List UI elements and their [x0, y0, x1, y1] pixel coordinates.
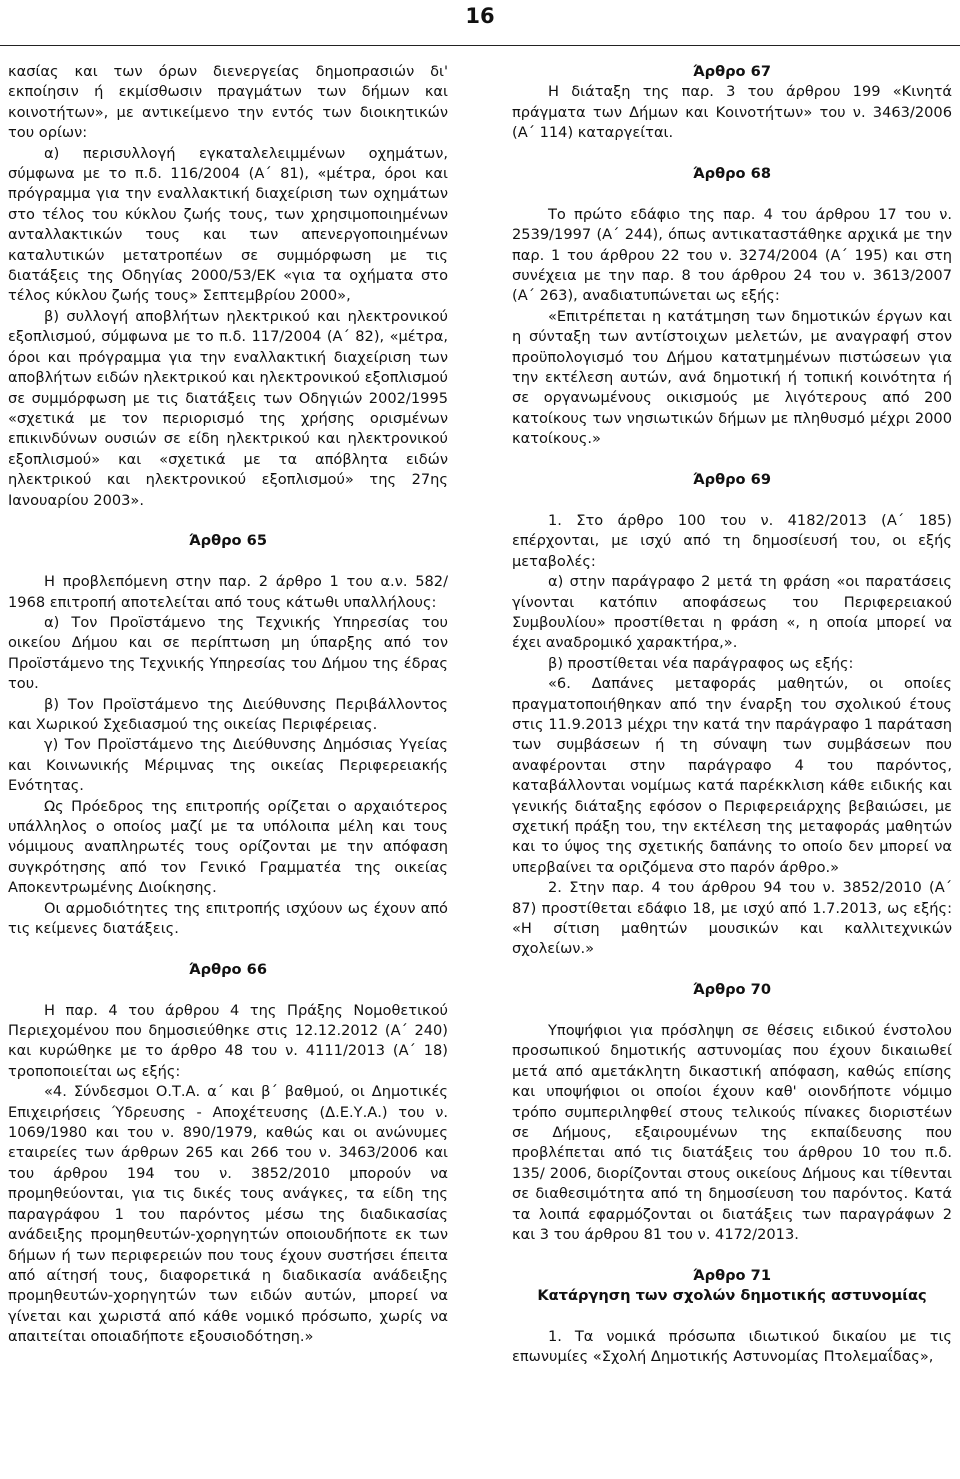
paragraph: Ως Πρόεδρος της επιτροπής ορίζεται ο αρχαιότερος υπάλληλος ο οποίος μαζί με τα υπόλοιπα μέλη και τους νόμιμους αναπληρωτές τους ορίζονται με την απόφαση συγκρότησης από τον Γενικό Γραμματέα της οικείας Αποκεντρωμένης Διοίκησης. [8, 797, 448, 897]
spacer [512, 490, 952, 510]
paragraph: «4. Σύνδεσμοι Ο.Τ.Α. α΄ και β΄ βαθμού, οι Δημοτικές Επιχειρήσεις Ύδρευσης - Αποχέτευσης (Δ.Ε.Υ.Α.) του ν. 1069/1980 και του ν. 890/1979, καθώς και οι ανώνυμες εταιρείες των άρθρων 265 και 266 του ν. 3463/2006 και του άρθρου 194 του ν. 3852/2010 μπορούν να προμηθεύονται, για τις δικές τους ανάγκες, τα είδη της παραγράφου 1 του παρόντος μέσω της διαδικασίας ανάδειξης προμηθευτών-χορηγητών οποιουδήποτε εκ των δήμων ή των περιφερειών που τους έχουν συστήσει έπειτα από αίτησή τους, διαφορετικά η διαδικασία ανάδειξης προμηθευτών-χορηγητών των ειδών αυτών, μπορεί να γίνεται και χωριστά από κάθε νομικό πρόσωπο, χωρίς να απαιτείται οποιαδήποτε εξουσιοδότηση.» [8, 1083, 448, 1346]
paragraph: Το πρώτο εδάφιο της παρ. 4 του άρθρου 17 του ν. 2539/1997 (Α΄ 244), όπως αντικαταστάθηκε αρχικά με την παρ. 1 του άρθρου 22 του ν. 3274/2004 (Α΄ 195) και στη συνέχεια με την παρ. 8 του άρθρου 24 του ν. 3613/2007 (Α΄ 263), αναδιατυπώνεται ως εξής: [512, 205, 952, 305]
article-heading: Άρθρο 66 [189, 960, 267, 978]
paragraph: «6. Δαπάνες μεταφοράς μαθητών, οι οποίες πραγματοποιήθηκαν από την έναρξη του σχολικού έτους στις 11.9.2013 μέχρι την κατά την παράγραφο 1 παράταση των συμβάσεων ή τη σύναψη των συμβάσεων που αναφέρονται στην παράγραφο 4 του παρόντος, καταβάλλονται νομίμως κατά παρέκκλιση κάθε ειδικής και γενικής διάταξης εφόσον ο Περιφερειάρχης βεβαιώσει, με σχετική πράξη του, την εκτέλεση της μεταφοράς μαθητών και το ύψος της σχετικής δαπάνης το οποίο δεν μπορεί να υπερβαίνει τα οριζόμενα στο παρόν άρθρο.» [512, 675, 952, 876]
article-heading: Κατάργηση των σχολών δημοτικής αστυνομίας [537, 1287, 927, 1305]
spacer [8, 511, 448, 531]
paragraph: β) συλλογή αποβλήτων ηλεκτρικού και ηλεκτρονικού εξοπλισμού, σύμφωνα με το π.δ. 117/2004 (Α΄ 82), «μέτρα, όροι και πρόγραμμα για την εναλλακτική διαχείριση των αποβλήτων ειδών ηλεκτρικού και ηλεκτρονικού εξοπλισμού σε συμμόρφωση με τις διατάξεις των Οδηγιών 2002/1995 «σχετικά με τον περιορισμό της χρήσης ορισμένων επικινδύνων ουσιών σε είδη ηλεκτρικού και ηλεκτρονικού εξοπλισμού» και «σχετικά με τα απόβλητα ειδών ηλεκτρικού και ηλεκτρονικού εξοπλισμού» της 27ης Ιανουαρίου 2003». [8, 307, 448, 509]
spacer [512, 144, 952, 164]
spacer [512, 1307, 952, 1327]
header-rule [0, 45, 960, 46]
spacer [8, 980, 448, 1000]
article-heading: Άρθρο 70 [693, 981, 771, 999]
paragraph: β) Τον Προϊστάμενο της Διεύθυνσης Περιβάλλοντος και Χωρικού Σχεδιασμού της οικείας Περιφέρειας. [8, 695, 448, 733]
paragraph: Η παρ. 4 του άρθρου 4 της Πράξης Νομοθετικού Περιεχομένου που δημοσιεύθηκε στις 12.12.2012 (Α΄ 240) και κυρώθηκε με το άρθρο 48 του ν. 4111/2013 (Α΄ 18) τροποποιείται ως εξής: [8, 1001, 448, 1080]
article-heading: Άρθρο 67 [693, 63, 771, 80]
spacer [512, 450, 952, 470]
spacer [8, 552, 448, 572]
article-heading: Άρθρο 68 [693, 165, 771, 183]
paragraph: γ) Τον Προϊστάμενο της Διεύθυνσης Δημόσιας Υγείας και Κοινωνικής Μέριμνας της οικείας Περιφερειακής Ενότητας. [8, 736, 448, 795]
paragraph: κασίας και των όρων διενεργείας δημοπρασιών δι' εκποίησιν ή εκμίσθωσιν πραγμάτων των δήμων και κοινοτήτων», με αντικείμενο την εντός των διοικητικών του ορίων: [8, 63, 448, 142]
paragraph: α) περισυλλογή εγκαταλελειμμένων οχημάτων, σύμφωνα με το π.δ. 116/2004 (Α΄ 81), «μέτρα, όροι και πρόγραμμα για την εναλλακτική διαχείριση των οχημάτων στο τέλος του κύκλου ζωής τους, των χρησιμοποιημένων ανταλλακτικών τους και των απενεργοποιημένων καταλυτικών μετατροπέων σε συμμόρφωση με τις διατάξεις της Οδηγίας 2000/53/ΕΚ «για τα οχήματα στο τέλος κύκλου ζωής τους» Σεπτεμβρίου 2000», [8, 144, 448, 305]
paragraph: α) Τον Προϊστάμενο της Τεχνικής Υπηρεσίας του οικείου Δήμου και σε περίπτωση μη ύπαρξης από τον Προϊστάμενο της Τεχνικής Υπηρεσίας του Δήμου της έδρας του. [8, 613, 448, 693]
paragraph: Οι αρμοδιότητες της επιτροπής ισχύουν ως έχουν από τις κείμενες διατάξεις. [8, 899, 448, 938]
page-number: 16 [465, 4, 495, 28]
paragraph: Υποψήφιοι για πρόσληψη σε θέσεις ειδικού ένστολου προσωπικού δημοτικής αστυνομίας που έχουν δικαιωθεί μετά από αμετάκλητη δικαστική απόφαση, καθώς επίσης και υποψήφιοι οι οποίοι έχουν καθ' οιονδήποτε νόμιμο τρόπο συμπεριληφθεί στους τελικούς πίνακες διοριστέων σε Δήμους, εξαιρουμένων της εκπαίδευσης που προβλέπεται από τις διατάξεις του άρθρου 10 του π.δ. 135/ 2006, διορίζονται στους οικείους Δήμους και τίθενται σε διαθεσιμότητα από τη δημοσίευση του παρόντος. Κατά τα λοιπά εφαρμόζονται οι διατάξεις των παραγράφων 2 και 3 του άρθρου 81 του ν. 4172/2013. [512, 1022, 952, 1244]
spacer [512, 1245, 952, 1265]
paragraph: 2. Στην παρ. 4 του άρθρου 94 του ν. 3852/2010 (Α΄ 87) προστίθεται εδάφιο 18, με ισχύ από 1.7.2013, ως εξής: «Η σίτιση μαθητών μουσικών και καλλιτεχνικών σχολείων.» [512, 879, 952, 958]
paragraph: 1. Τα νομικά πρόσωπα ιδιωτικού δικαίου με τις επωνυμίες «Σχολή Δημοτικής Αστυνομίας Πτολεμαΐδας», [512, 1328, 952, 1366]
paragraph: α) στην παράγραφο 2 μετά τη φράση «οι παρατάσεις γίνονται κατόπιν αποφάσεως του Περιφερειακού Συμβουλίου» προστίθεται η φράση «, η οποία μπορεί να έχει αναδρομικό χαρακτήρα,». [512, 573, 952, 652]
spacer [8, 939, 448, 959]
left-column [8, 62, 448, 1348]
article-heading: Άρθρο 65 [189, 532, 267, 550]
spacer [512, 960, 952, 980]
paragraph: «Επιτρέπεται η κατάτμηση των δημοτικών έργων και η σύνταξη των αντίστοιχων μελετών, με αναγραφή στον προϋπολογισμό του Δήμου κατατμημένων πιστώσεων για την εκτέλεση αυτών, ανά δημοτική ή τοπική κοινότητα ή σε οργανωμένους οικισμούς με λιγότερους από 200 κατοίκους των νησιωτικών δήμων με πληθυσμό μέχρι 2000 κατοίκους.» [512, 307, 952, 448]
article-heading: Άρθρο 71 [693, 1266, 771, 1284]
paragraph: β) προστίθεται νέα παράγραφος ως εξής: [548, 654, 854, 672]
spacer [512, 184, 952, 204]
right-column [512, 62, 952, 1368]
paragraph: Η διάταξη της παρ. 3 του άρθρου 199 «Κινητά πράγματα των Δήμων και Κοινοτήτων» του ν. 3463/2006 (Α΄ 114) καταργείται. [512, 83, 952, 142]
paragraph: Η προβλεπόμενη στην παρ. 2 άρθρο 1 του α.ν. 582/ 1968 επιτροπή αποτελείται από τους κάτωθι υπαλλήλους: [8, 573, 448, 611]
article-heading: Άρθρο 69 [693, 471, 771, 489]
spacer [512, 1001, 952, 1021]
paragraph: 1. Στο άρθρο 100 του ν. 4182/2013 (Α΄ 185) επέρχονται, με ισχύ από τη δημοσίευσή του, οι εξής μεταβολές: [512, 511, 952, 570]
